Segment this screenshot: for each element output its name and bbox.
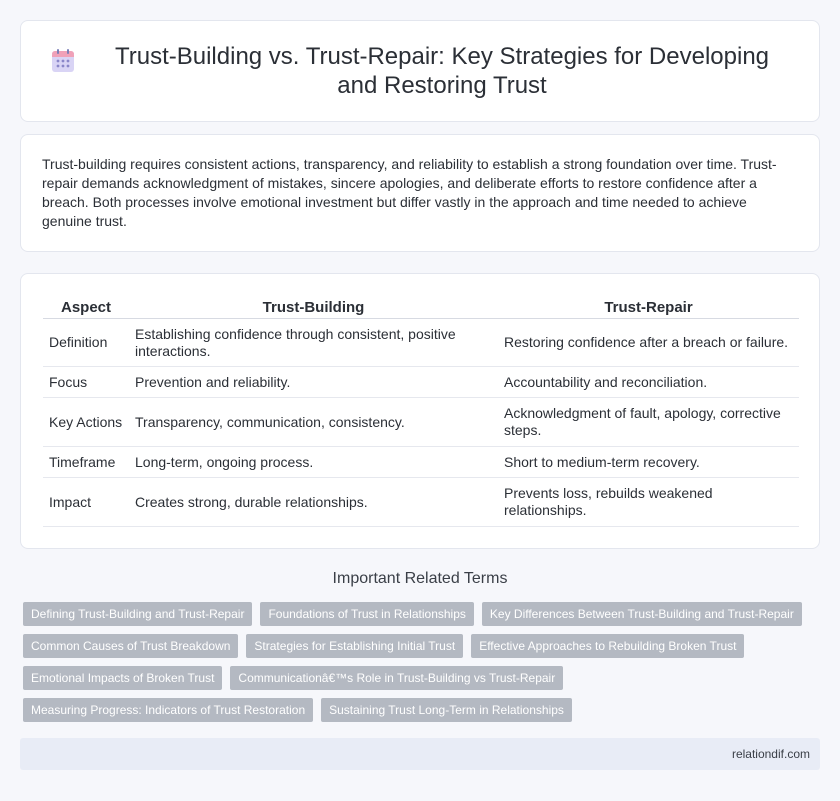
intro-card [20, 134, 820, 252]
related-term-tag[interactable]: Sustaining Trust Long-Term in Relationships [321, 698, 572, 722]
tag-row [23, 602, 813, 626]
table-header-row [43, 294, 799, 319]
table-row [43, 447, 799, 478]
row-trust-building: Prevention and reliability. [129, 367, 498, 398]
table-row [43, 398, 799, 447]
related-term-tag[interactable]: Common Causes of Trust Breakdown [23, 634, 238, 658]
tag-row [23, 666, 813, 690]
row-trust-repair: Accountability and reconciliation. [498, 367, 799, 398]
header-card [20, 20, 820, 122]
related-term-tag[interactable]: Defining Trust-Building and Trust-Repair [23, 602, 252, 626]
row-aspect: Definition [43, 319, 129, 367]
row-trust-repair: Short to medium-term recovery. [498, 447, 799, 478]
related-term-tag[interactable]: Communicationâ€™s Role in Trust-Building vs Trust-Repair [230, 666, 563, 690]
row-aspect: Key Actions [43, 398, 129, 447]
table-row [43, 319, 799, 367]
tag-row [23, 698, 813, 722]
comparison-table [43, 294, 799, 527]
table-row [43, 367, 799, 398]
row-trust-repair: Acknowledgment of fault, apology, corrective steps. [498, 398, 799, 447]
header-trust-building: Trust-Building [129, 294, 498, 319]
related-term-tag[interactable]: Key Differences Between Trust-Building and Trust-Repair [482, 602, 802, 626]
row-trust-building: Establishing confidence through consistent, positive interactions. [129, 319, 498, 367]
row-trust-building: Creates strong, durable relationships. [129, 478, 498, 527]
related-term-tag[interactable]: Measuring Progress: Indicators of Trust Restoration [23, 698, 313, 722]
related-term-tag[interactable]: Effective Approaches to Rebuilding Broken Trust [471, 634, 744, 658]
row-trust-repair: Restoring confidence after a breach or failure. [498, 319, 799, 367]
row-aspect: Impact [43, 478, 129, 527]
row-trust-building: Long-term, ongoing process. [129, 447, 498, 478]
row-aspect: Focus [43, 367, 129, 398]
footer-site-link[interactable]: relationdif.com [731, 747, 810, 761]
related-terms-title: Important Related Terms [332, 570, 508, 587]
page-title: Trust-Building vs. Trust-Repair: Key Strategies for Developing and Restoring Trust [114, 43, 770, 99]
intro-text: Trust-building requires consistent actions, transparency, and reliability to establish a strong foundation over time. Trust-repair demands acknowledgment of mistakes, sincere apologies, and deliberate efforts to restore confidence after a breach. Both processes involve emotional investment but differ vastly in the approach and time needed to achieve genuine trust. [42, 156, 777, 229]
header-aspect: Aspect [43, 294, 129, 319]
related-term-tag[interactable]: Strategies for Establishing Initial Trust [246, 634, 463, 658]
header-trust-repair: Trust-Repair [498, 294, 799, 319]
row-trust-repair: Prevents loss, rebuilds weakened relationships. [498, 478, 799, 527]
table-row [43, 478, 799, 527]
comparison-card [20, 273, 820, 549]
related-term-tag[interactable]: Emotional Impacts of Broken Trust [23, 666, 222, 690]
row-aspect: Timeframe [43, 447, 129, 478]
row-trust-building: Transparency, communication, consistency. [129, 398, 498, 447]
calendar-icon [50, 48, 76, 74]
related-terms-list [23, 602, 813, 730]
footer [20, 738, 820, 770]
related-term-tag[interactable]: Foundations of Trust in Relationships [260, 602, 473, 626]
tag-row [23, 634, 813, 658]
